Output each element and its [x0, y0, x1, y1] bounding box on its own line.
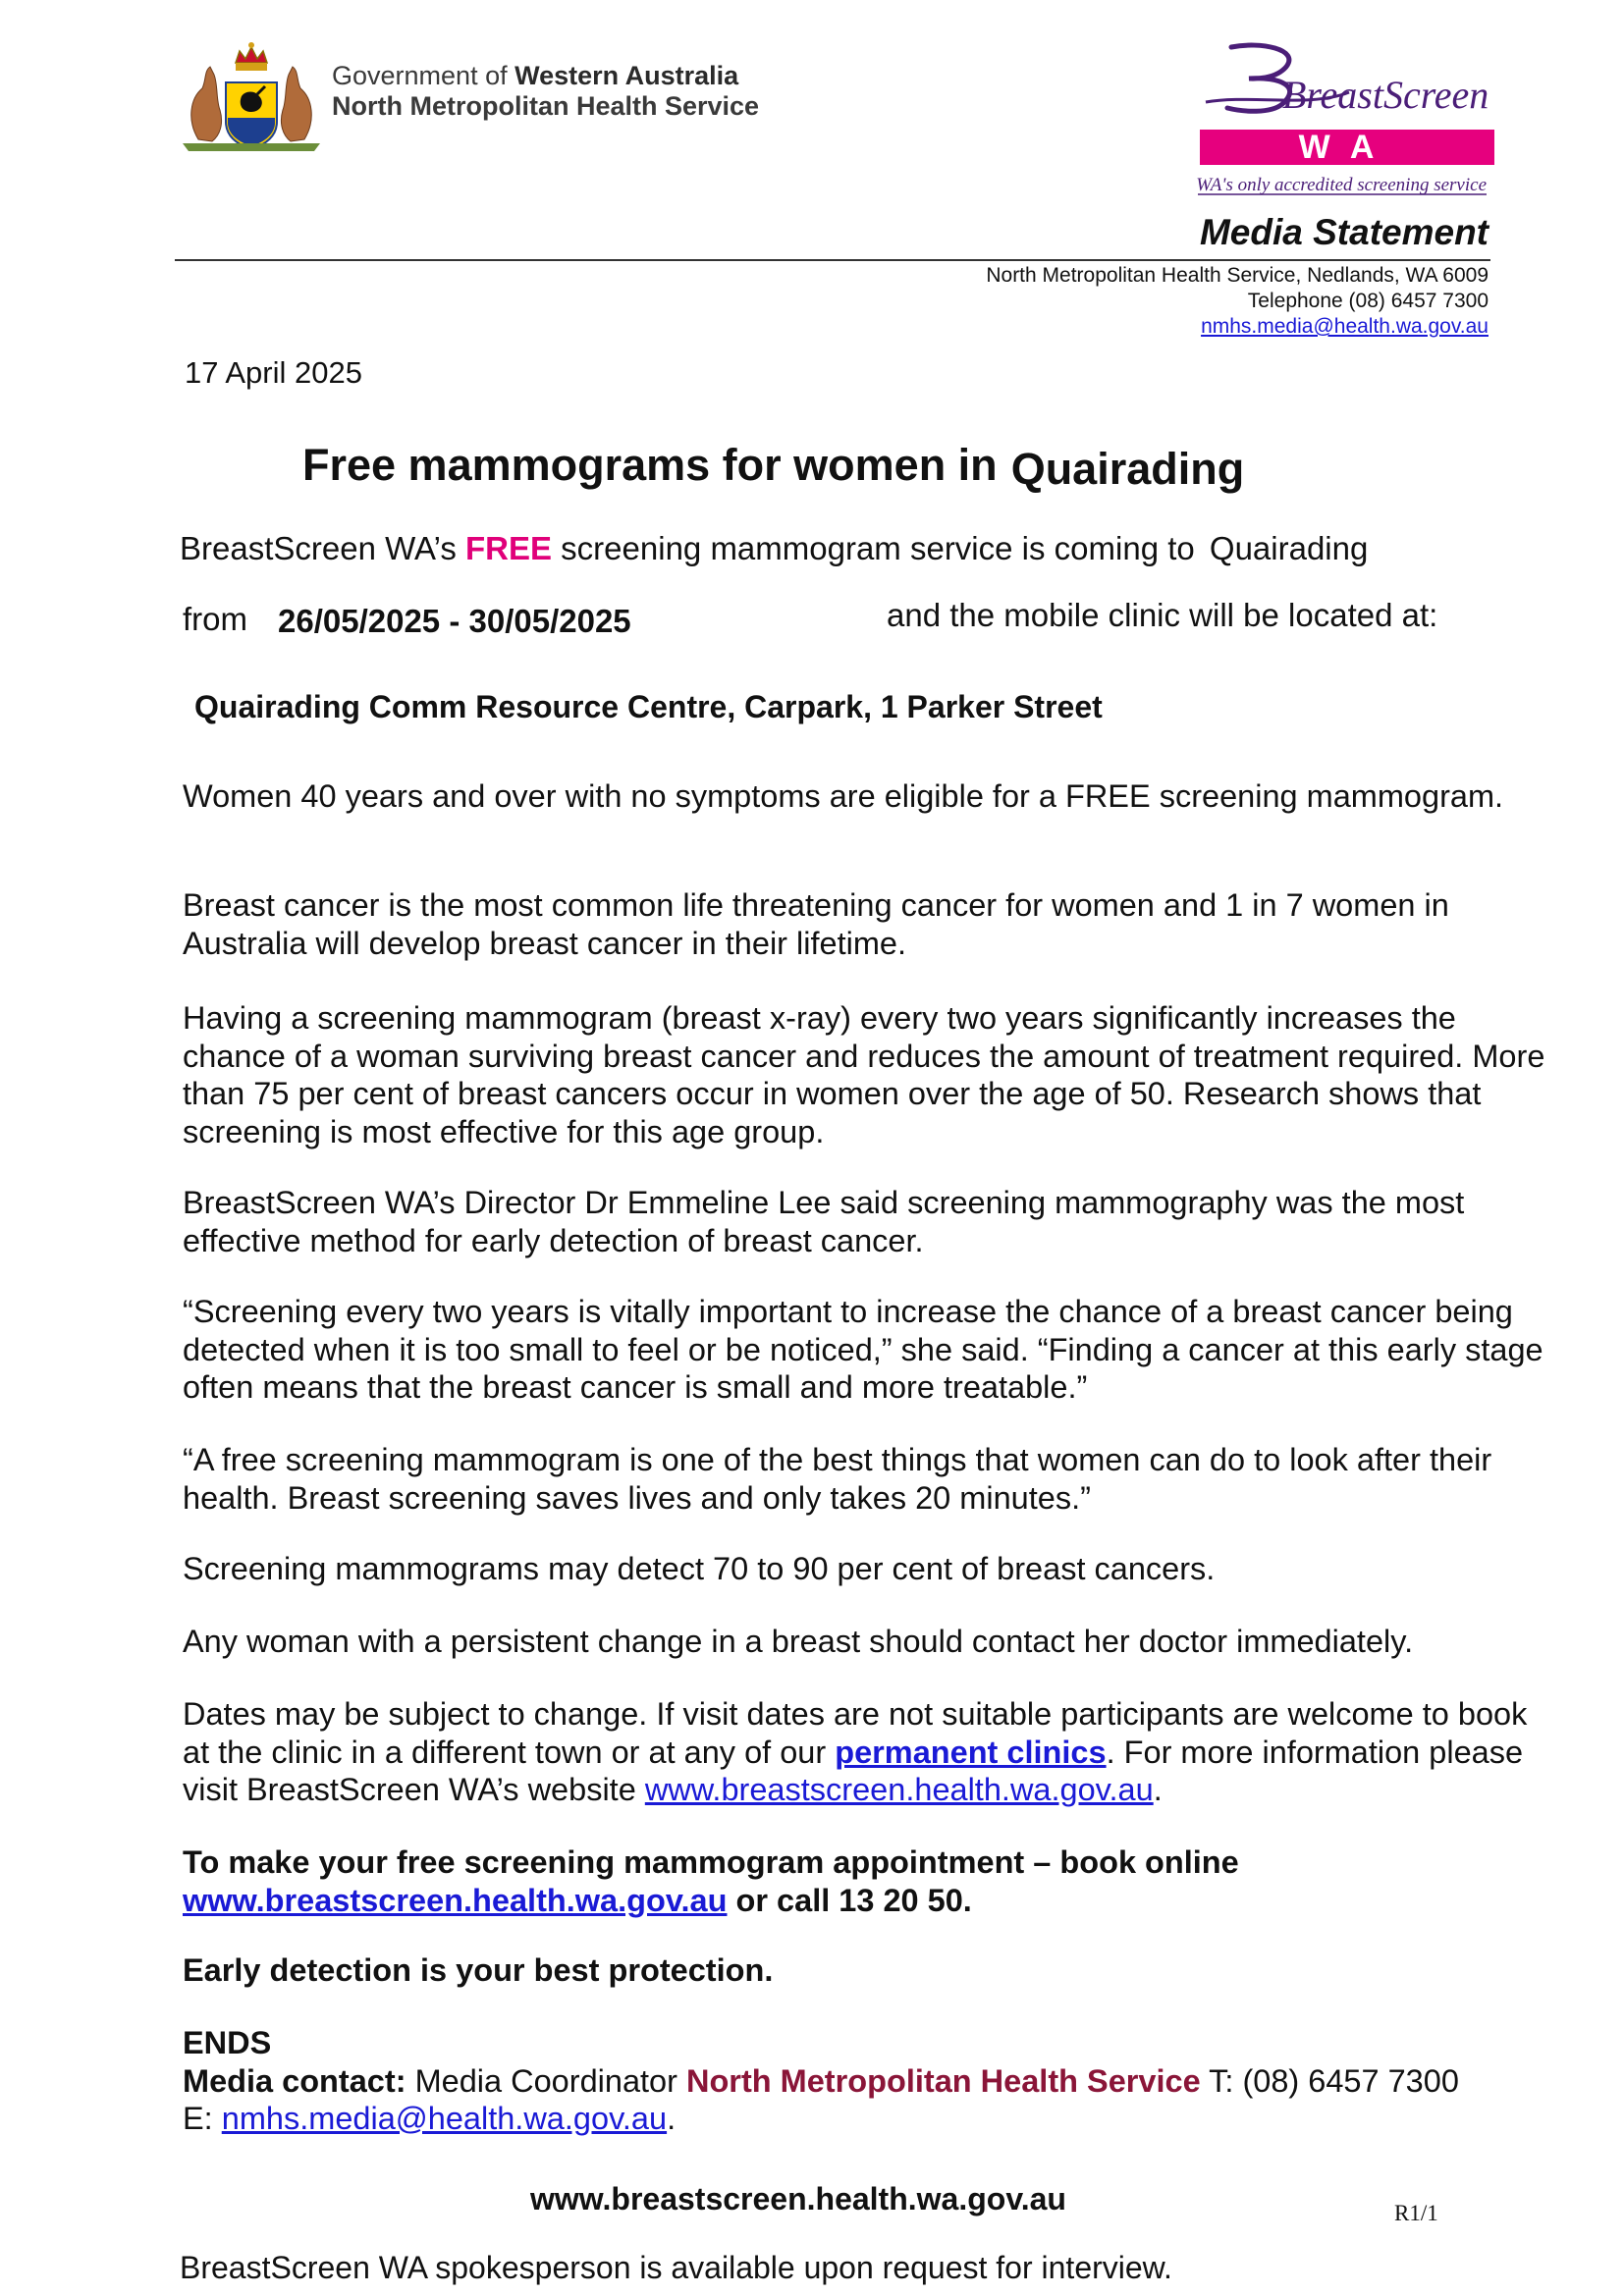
document-type-title: Media Statement	[1199, 212, 1489, 252]
header-contact-block	[986, 263, 1489, 340]
from-label: from	[183, 601, 247, 637]
wa-government-crest	[177, 41, 326, 157]
paragraph-booking: To make your free screening mammogram appointment – book online www.breastscreen.health.wa.gov.au or call 13 20 50.	[183, 1844, 1239, 1918]
header-telephone: Telephone (08) 6457 7300	[1247, 290, 1489, 312]
paragraph-detection-rate: Screening mammograms may detect 70 to 90 per cent of breast cancers.	[183, 1551, 1216, 1586]
paragraph-quote-1: “Screening every two years is vitally important to increase the chance of a breast cancer being detected when it is too small to feel or be noticed,” she said. “Finding a cancer at this early stage often means that the breast cancer is small and more treatable.”	[183, 1294, 1543, 1405]
paragraph-director: BreastScreen WA’s Director Dr Emmeline Lee said screening mammography was the most effective method for early detection of breast cancer.	[183, 1185, 1465, 1258]
free-highlight: FREE	[465, 530, 553, 566]
contact-email-link[interactable]: nmhs.media@health.wa.gov.au	[221, 2101, 668, 2136]
clinic-location: Quairading Comm Resource Centre, Carpark, 1 Parker Street	[194, 689, 1103, 724]
header-address: North Metropolitan Health Service, Nedlands, WA 6009	[986, 264, 1489, 287]
location-intro: and the mobile clinic will be located at:	[887, 597, 1438, 633]
page-title	[302, 440, 1245, 494]
spokesperson-note: BreastScreen WA spokesperson is available upon request for interview.	[180, 2250, 1172, 2285]
breastscreen-wa-logo	[1192, 39, 1496, 198]
government-name: Government of Western Australia North Metropolitan Health Service	[332, 61, 760, 121]
visit-dates: 26/05/2025 - 30/05/2025	[278, 603, 631, 639]
nmhs-name: North Metropolitan Health Service	[685, 2062, 1201, 2099]
media-contact-block: ENDS Media contact: Media Coordinator North Metropolitan Health Service T: (08) 6457 7300 E: nmhs.media@health.wa.gov.au.	[183, 2024, 1557, 2138]
paragraph-quote-2: “A free screening mammogram is one of the best things that women can do to look after their health. Breast screening saves lives and only takes 20 minutes.”	[183, 1442, 1492, 1516]
paragraph-statistics: Breast cancer is the most common life threatening cancer for women and 1 in 7 women in Australia will develop breast cancer in their lifetime.	[183, 887, 1449, 961]
logo-band-text: WA	[1298, 129, 1396, 166]
logo-brand-text: BreastScreen	[1282, 73, 1489, 117]
permanent-clinics-link[interactable]: permanent clinics	[835, 1734, 1107, 1770]
logo-tagline: WA's only accredited screening service	[1196, 175, 1487, 195]
paragraph-eligibility: Women 40 years and over with no symptoms are eligible for a FREE screening mammogram.	[183, 778, 1504, 814]
header-divider	[175, 259, 1490, 261]
media-contact-label: Media contact:	[183, 2062, 406, 2099]
booking-website-link[interactable]: www.breastscreen.health.wa.gov.au	[183, 1882, 728, 1918]
paragraph-dates-info: Dates may be subject to change. If visit dates are not suitable participants are welcome to book at the clinic in a different town or at any of our permanent clinics. For more information please visit BreastScreen WA’s website www.breastscreen.health.wa.gov.au.	[183, 1696, 1528, 1807]
headline-prefix: Free mammograms for women in	[302, 440, 998, 490]
paragraph-tagline: Early detection is your best protection.	[183, 1952, 774, 1988]
ends-marker: ENDS	[183, 2025, 272, 2060]
revision-code: R1/1	[1394, 2201, 1438, 2225]
intro-town: Quairading	[1209, 530, 1369, 566]
contact-phone: T: (08) 6457 7300	[1200, 2062, 1459, 2099]
website-link[interactable]: www.breastscreen.health.wa.gov.au	[644, 1772, 1154, 1807]
statement-date: 17 April 2025	[185, 355, 362, 390]
footer-website: www.breastscreen.health.wa.gov.au	[530, 2181, 1066, 2216]
header-email-link[interactable]: nmhs.media@health.wa.gov.au	[1201, 315, 1489, 338]
paragraph-symptoms: Any woman with a persistent change in a breast should contact her doctor immediately.	[183, 1624, 1414, 1659]
paragraph-benefits: Having a screening mammogram (breast x-ray) every two years significantly increases the chance of a woman surviving breast cancer and reduces the amount of treatment required. More than 75 per cent of breast cancers occur in women over the age of 50. Research shows that screening is most effective for this age group.	[183, 1000, 1545, 1149]
headline-town: Quairading	[1010, 444, 1245, 494]
intro-line: BreastScreen WA’s FREE screening mammogram service is coming to Quairading	[180, 530, 1369, 566]
